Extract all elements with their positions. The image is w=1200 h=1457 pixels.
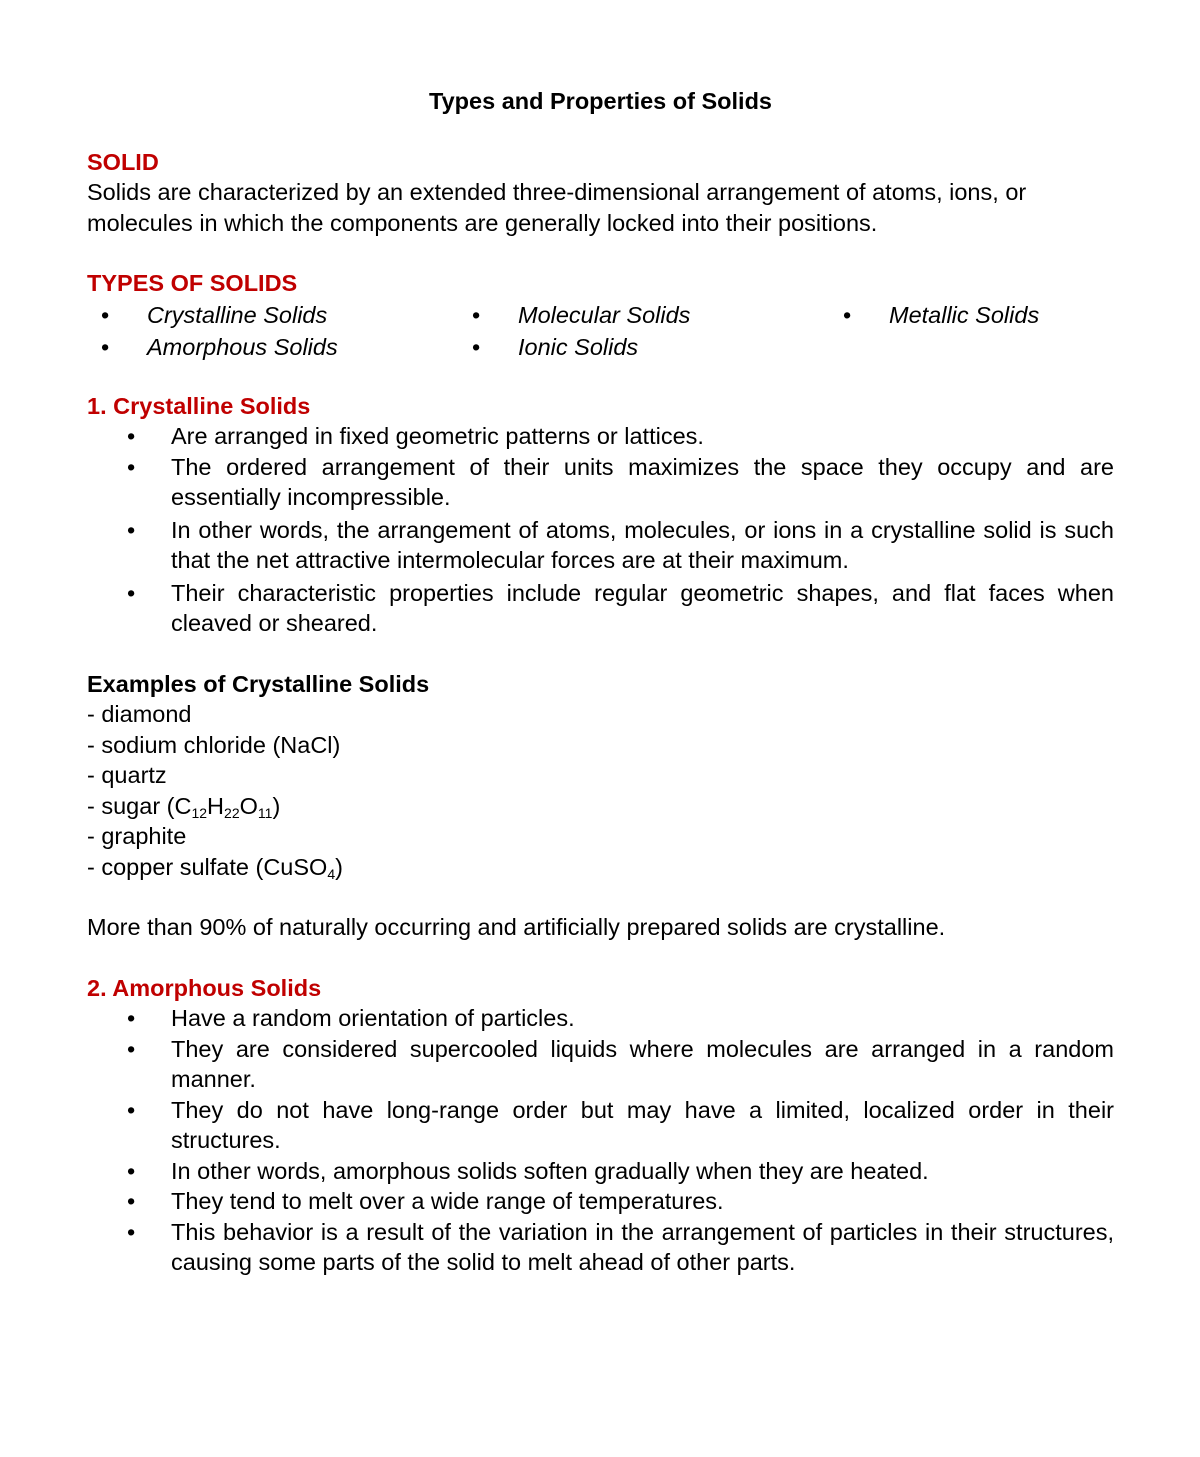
amorphous-bullets: [87, 1003, 1114, 1278]
solid-heading: SOLID: [87, 148, 159, 175]
list-item: • Their characteristic properties include regular geometric shapes, and flat faces when cleaved or sheared.: [127, 579, 1114, 636]
example-item: - diamond: [87, 701, 192, 727]
bullet-icon: •: [127, 1157, 136, 1184]
list-item: • Crystalline Solids: [87, 299, 458, 331]
bullet-icon: •: [472, 301, 481, 328]
bullet-icon: •: [101, 301, 110, 328]
list-item: • They tend to melt over a wide range of temperatures.: [87, 1186, 1114, 1217]
crystalline-note: More than 90% of naturally occurring and artificially prepared solids are crystalline.: [87, 914, 946, 940]
examples-heading: Examples of Crystalline Solids: [87, 670, 430, 697]
bullet-icon: •: [127, 453, 136, 480]
list-item: • The ordered arrangement of their units maximizes the space they occupy and are essentially incompressible.: [127, 453, 1114, 510]
list-item: • Ionic Solids: [458, 331, 829, 363]
list-item: • In other words, the arrangement of atoms, molecules, or ions in a crystalline solid is such that the net attractive intermolecular forces are at their maximum.: [127, 516, 1114, 573]
list-item: • Metallic Solids: [829, 299, 1114, 331]
list-item: • Have a random orientation of particles.: [87, 1003, 1114, 1034]
list-item: • Amorphous Solids: [87, 331, 458, 363]
bullet-icon: •: [843, 301, 852, 328]
page-title: Types and Properties of Solids: [429, 88, 772, 114]
document-page: [87, 86, 1114, 1278]
types-heading: TYPES OF SOLIDS: [87, 270, 298, 296]
example-item: - graphite: [87, 823, 187, 849]
list-item: • In other words, amorphous solids soften gradually when they are heated.: [87, 1156, 1114, 1187]
bullet-icon: •: [127, 1005, 136, 1031]
crystalline-bullets: [87, 421, 1114, 639]
example-item: - sugar $(C_{12}H_{22}O_{11})$: [87, 792, 281, 821]
bullet-icon: •: [472, 333, 481, 360]
bullet-icon: •: [127, 423, 136, 449]
bullet-icon: •: [127, 579, 136, 606]
crystalline-heading: 1. Crystalline Solids: [87, 392, 311, 419]
types-list: [87, 299, 1114, 363]
amorphous-heading: 2. Amorphous Solids: [87, 974, 322, 1001]
example-item: - quartz: [87, 762, 167, 788]
bullet-icon: •: [101, 333, 110, 360]
list-item: • They are considered supercooled liquids where molecules are arranged in a random manner.: [127, 1035, 1114, 1092]
bullet-icon: •: [127, 1035, 136, 1062]
list-item: • Are arranged in fixed geometric patterns or lattices.: [87, 421, 1114, 452]
bullet-icon: •: [127, 516, 136, 543]
bullet-icon: •: [127, 1096, 136, 1123]
bullet-icon: •: [127, 1218, 136, 1245]
example-item: - sodium chloride (NaCl): [87, 731, 341, 758]
example-item: - copper sulfate (CuSO$_4$): [87, 853, 343, 882]
bullet-icon: •: [127, 1188, 136, 1214]
solid-definition: Solids are characterized by an extended three-dimensional arrangement of atoms, ions, or molecules in which the components are generally locked into their positions.: [87, 179, 1027, 236]
list-item: • Molecular Solids: [458, 299, 829, 331]
list-item: • This behavior is a result of the variation in the arrangement of particles in their structures, causing some parts of the solid to melt ahead of other parts.: [127, 1218, 1114, 1275]
list-item: • They do not have long-range order but may have a limited, localized order in their structures.: [127, 1096, 1114, 1153]
